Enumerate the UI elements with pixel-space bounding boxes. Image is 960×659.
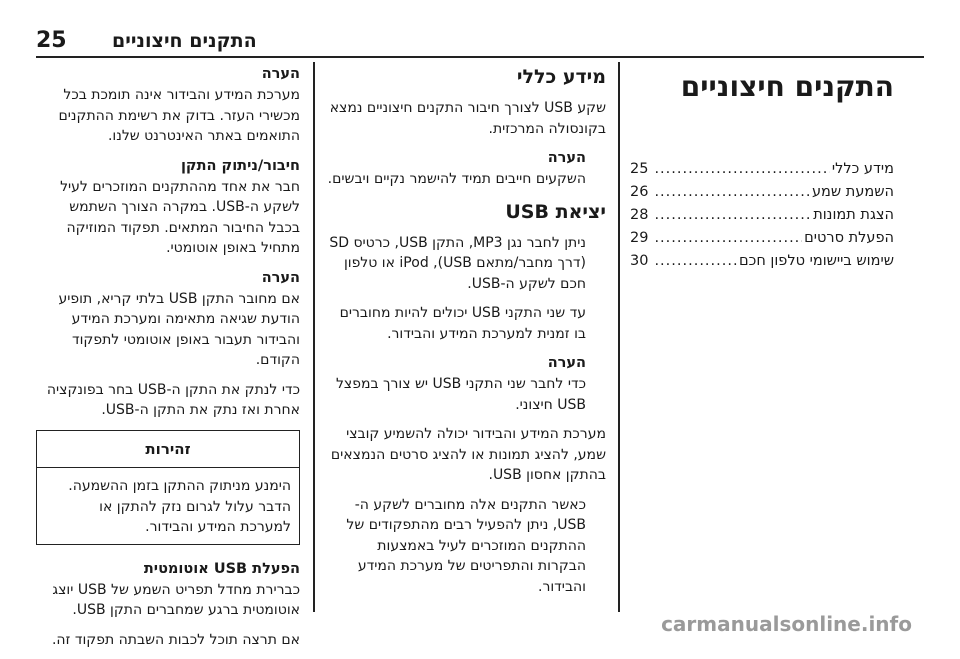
toc-item[interactable] [630, 227, 894, 250]
toc-item-label: הצגת תמונות [813, 207, 894, 223]
header-rule [36, 56, 924, 58]
autostart-heading: הפעלת USB אוטומטית [143, 560, 300, 577]
autostart-text-2: אם תרצה תוכל לכבות השבתה תפקוד זה. [51, 631, 300, 648]
toc-leader [654, 181, 810, 204]
toc-item-page: 26 [630, 184, 649, 200]
usb-paragraph-1: ניתן לחבר נגן MP3, התקן USB, כרטיס SD (דרך מחבר/מתאם USB), iPod או טלפון חכם לשקע ה-USB. [329, 234, 586, 292]
usb-paragraph-4-wrap [326, 495, 606, 598]
note-text: מערכת המידע והבידור אינה תומכת בכל מכשירי העזר. בדוק את רשימת ההתקנים התואמים באתר האינטרנט שלנו. [58, 87, 300, 144]
toc-leader [654, 250, 737, 273]
page-number: 25 [36, 28, 67, 53]
usb-paragraph-2: עד שני התקני USB יכולים להיות מחוברים בו זמנית למערכת המידע והבידור. [339, 305, 586, 342]
toc-item-page: 25 [630, 161, 649, 177]
column-divider-right [618, 62, 620, 612]
disconnect-text: כדי לנתק את התקן ה-USB בחר בפונקציה אחרת ואז נתק את התקן ה-USB. [46, 381, 300, 418]
warning-title: זהירות [37, 431, 299, 469]
toc-leader [654, 158, 829, 181]
warning-box [36, 430, 300, 545]
usb-body [326, 233, 606, 416]
connect-column [36, 64, 300, 659]
note-text: כדי לחבר שני התקני USB יש צורך במפצל USB חיצוני. [335, 376, 586, 413]
toc-item-label: שימוש ביישומי טלפון חכם [739, 253, 894, 269]
column-divider-left [313, 62, 315, 612]
toc-item-page: 29 [630, 230, 649, 246]
toc-item[interactable] [630, 204, 894, 227]
toc-leader [654, 227, 802, 250]
section-heading-general: מידע כללי [516, 66, 606, 88]
note-title: הערה [547, 150, 586, 166]
toc-item[interactable] [630, 158, 894, 181]
toc-item-label: מידע כללי [831, 161, 894, 177]
toc-item[interactable] [630, 250, 894, 273]
toc-item-page: 30 [630, 253, 649, 269]
toc-leader [654, 204, 811, 227]
toc-item[interactable] [630, 181, 894, 204]
connect-text: חבר את אחד מההתקנים המוזכרים לעיל לשקע ה-USB. במקרה הצורך השתמש בכבל החיבור המתאים. תפקוד המוזיקה מתחיל באופן אוטומטי. [60, 178, 300, 256]
connect-heading: חיבור/ניתוק התקן [180, 157, 300, 174]
intro-paragraph: שקע USB לצורך חיבור התקנים חיצוניים נמצא בקונסולה המרכזית. [329, 100, 606, 137]
toc-item-label: הפעלת סרטים [804, 230, 894, 246]
note-text: השקעים חייבים תמיד להישמר נקיים ויבשים. [327, 171, 586, 187]
note-block [326, 148, 606, 190]
toc-item-label: השמעת שמע [811, 184, 894, 200]
usb-paragraph-3: מערכת המידע והבידור יכולה להשמיע קובצי שמע, להציג תמונות או להציג סרטים הנמצאים בהתקן אחסון USB. [330, 426, 606, 483]
page-header [0, 0, 960, 56]
note-title: הערה [261, 269, 300, 286]
toc-item-page: 28 [630, 207, 649, 223]
usb-paragraph-4: כאשר התקנים אלה מחוברים לשקע ה-USB, ניתן להפעיל רבים מהתפקודים של ההתקנים המוזכרים לעיל באמצעות הבקרות והתפריטים של מערכת המידע והבידור. [346, 496, 586, 595]
warning-text: הימנע מניתוק ההתקן בזמן ההשמעה. הדבר עלול לגרום נזק להתקן או למערכת המידע והבידור. [68, 478, 291, 535]
chapter-title: התקנים חיצוניים [680, 70, 894, 103]
autostart-text: כברירת מחדל תפריט השמע של USB יוצג אוטומטית ברגע שמחברים התקן USB. [52, 581, 300, 618]
general-info-column [326, 64, 606, 606]
toc-column [630, 62, 894, 273]
running-title: התקנים חיצוניים [112, 30, 257, 52]
section-heading-usb: יציאת USB [505, 200, 606, 223]
watermark: carmanualsonline.info [661, 612, 912, 636]
note-title: הערה [261, 66, 300, 82]
table-of-contents [630, 158, 894, 273]
note-text: אם מחובר התקן USB בלתי קריא, תופיע הודעת שגיאה מתאימה ומערכת המידע והבידור תעבור באופן אוטומטי לתפקוד הקודם. [58, 290, 300, 368]
note-title: הערה [547, 355, 586, 371]
